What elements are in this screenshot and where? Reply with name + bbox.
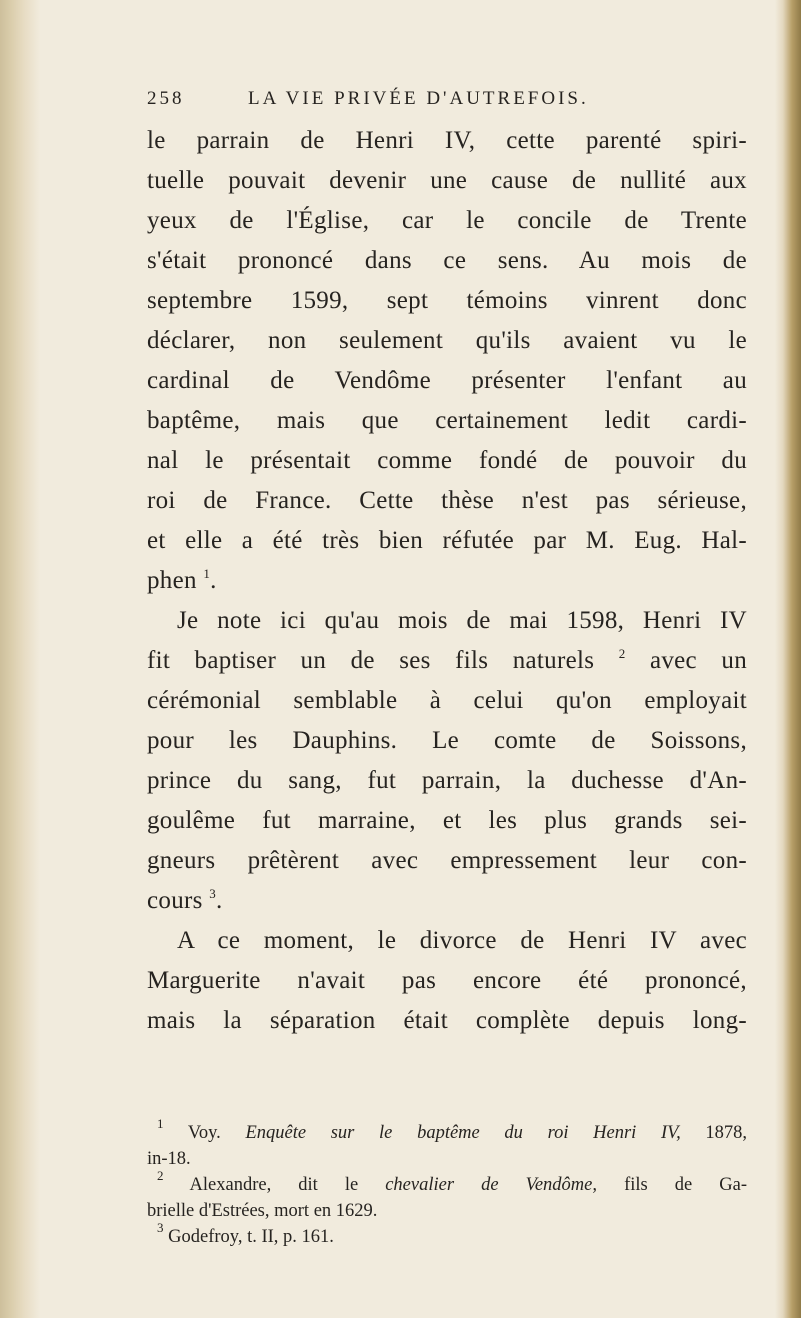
text-line: Je note ici qu'au mois de mai 1598, Henri IV [177,607,747,634]
text-line: yeux de l'Église, car le concile de Trente [147,207,747,234]
text-line: s'était prononcé dans ce sens. Au mois de [147,247,747,274]
footnote-1-cont: in-18. [147,1149,191,1169]
text-line: goulême fut marraine, et les plus grands sei- [147,807,747,834]
text-line: roi de France. Cette thèse n'est pas sérieuse, [147,487,747,514]
text-span: phen [147,567,197,594]
text-line: mais la séparation était complète depuis long- [147,1007,747,1034]
page-number: 258 [147,88,185,109]
text-line: déclarer, non seulement qu'ils avaient vu le [147,327,747,354]
footnote-1 [147,1116,748,1146]
page-edge-shadow [775,0,801,1318]
text-line: septembre 1599, sept témoins vinrent donc [147,287,747,314]
footnote-text: fils de Ga- [624,1175,747,1195]
text-line: nal le présentait comme fondé de pouvoir du [147,447,747,474]
text-line: cardinal de Vendôme présenter l'enfant au [147,367,747,394]
text-line: baptême, mais que certainement ledit cardi- [147,407,747,434]
footnote-mark: 3 [157,1220,164,1235]
footnote-ref-3[interactable]: 3 [209,886,217,901]
footnote-text: Alexandre, dit le [189,1175,359,1195]
footnote-ref-1[interactable]: 1 [203,566,211,581]
footnote-title: Enquête sur le baptême du roi Henri IV, [245,1123,681,1143]
text-line: le parrain de Henri IV, cette parenté spiri- [147,127,747,154]
footnote-text: 1878, [705,1123,748,1143]
page-header [147,88,707,120]
footnote-2-cont: brielle d'Estrées, mort en 1629. [147,1201,378,1221]
text-line: gneurs prêtèrent avec empressement leur con- [147,847,747,874]
footnote-ref-2[interactable]: 2 [618,646,626,661]
text-span: cours [147,887,203,914]
footnotes [147,1116,748,1250]
text-span: avec un [649,647,747,674]
text-line: A ce moment, le divorce de Henri IV avec [177,927,747,954]
footnote-title: chevalier de Vendôme, [385,1175,598,1195]
running-head: LA VIE PRIVÉE D'AUTREFOIS. [248,88,589,109]
footnote-2 [147,1168,747,1198]
text-line: phen $^1$. [147,566,217,594]
text-span: fit baptiser un de ses fils naturels [147,647,595,674]
text-line: Marguerite n'avait pas encore été prononcé, [147,967,747,994]
text-line: tuelle pouvait devenir une cause de nullité aux [147,167,747,194]
footnote-text: Voy. [187,1123,221,1143]
page-gutter-shadow [0,0,40,1318]
text-line: prince du sang, fut parrain, la duchesse d'An- [147,767,747,794]
footnote-text: Godefroy, t. II, p. 161. [168,1227,334,1247]
footnote-mark: 2 [157,1168,164,1183]
footnote-3 [147,1220,747,1250]
body-text [147,121,747,1041]
text-line: et elle a été très bien réfutée par M. Eug. Hal- [147,527,747,554]
footnote-mark: 1 [157,1116,164,1131]
text-line: cérémonial semblable à celui qu'on employait [147,687,747,714]
text-line: cours $^3$. [147,886,223,914]
text-line [147,641,747,681]
text-line: pour les Dauphins. Le comte de Soissons, [147,727,747,754]
